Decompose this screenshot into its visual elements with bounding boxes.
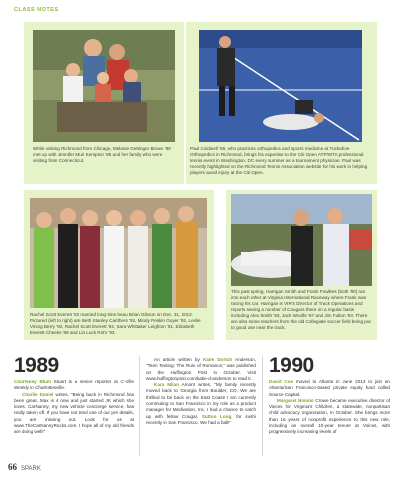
photo-caption-1: While visiting Richmond from Chicago, Melanie Gettinger Brown '89 met up with Jennifer Muir Kempton '89 and her family who were visiting from Connecticut.	[33, 146, 171, 163]
note-text: Crowe became executive director of Voices for Virginia's Children, a statewide, nonpartisan child advocacy organization, in October. She brings more than 16 years of nonprofit experience to this new role, including an overall 10-year tenure at Voices, with progressively increasing levels of	[269, 397, 391, 435]
note-text: , for sushi recently in San Francisco. We had a ball!"	[146, 413, 256, 425]
column-divider	[139, 356, 140, 456]
note-name: Kara Milan	[154, 382, 179, 388]
tennis-photo	[199, 30, 362, 142]
note-text: Stuart is a senior reporter at C-Ville Weekly in Charlottesville.	[14, 379, 135, 391]
note-text: Anderson, "Teen Texting: The Ruin of Romance," was published on the Huffington Post in October. Visit www.huffingtonpost.com/katie-d-anderson to read it.	[146, 357, 256, 381]
note-name: Sutton Long	[201, 413, 232, 419]
note-name: Charlie Daniel	[22, 391, 54, 397]
class-year-1990: 1990	[269, 354, 314, 377]
magazine-name: SPARK	[21, 466, 41, 472]
section-label: CLASS NOTES	[14, 7, 59, 13]
note-name: Margaret Nimmo	[277, 397, 314, 403]
page-footer	[8, 462, 41, 472]
photo-caption-2: Paul Coldwell '89, who practices orthopedics and sports medicine at Tuckahoe Orthopedics in Richmond, brings his expertise to the Citi Open ATP/WTA professional tennis event in Washington, DC every summer as a tournament physician. Paul was recently highlighted on the Richmond Tennis Association website for his work in helping players avoid injury at the Citi Open.	[190, 146, 368, 175]
notes-column-2	[146, 357, 256, 426]
notes-column-3	[269, 379, 390, 436]
photo-caption-3: Rachel Scott Everett '92 married long-time beau Brian Gibson on Dec. 31, 2012. Pictured (left to right) are Beth Stanley Carithers '92, Mindy Peskin Goyer '92, Leslie Vining Berry '92, Rachel Scott Everett '92, Sara Whittaker Leighton '91, Elizabeth Everett Cheeks '86 and Lin Luck Rohr '93.	[30, 312, 201, 335]
raceway-photo	[231, 194, 372, 286]
column-divider	[262, 356, 263, 456]
note-text: Amont writes, "My family recently moved back to Georgia from Boulder, CO. We are thrilled to be back on the East Coast! I am currently commuting to San Francisco in my role as a product manager for Medivation, Inc. I had a chance to catch up with fellow Cougar,	[146, 382, 257, 419]
note-name: Katie Dortch	[202, 357, 233, 362]
photo-panel-1	[24, 22, 184, 184]
class-year-1989: 1989	[14, 354, 59, 377]
wedding-group-photo	[30, 198, 207, 308]
note-name: Courteney Blum	[14, 379, 51, 384]
note-text: An article written by	[154, 357, 203, 362]
photo-caption-4: This past spring, Harrigan Smith and Frank Fowlkes (both '90) ran into each other at Virginia International Raceway where Frank was racing his car. Harrigan is VIR's Director of Track Operations and reports seeing a number of Cougars there on a regular basis including Alex Smith '93, Jack Woolfe '87 and Jim Fulton '93. There are also some teachers from the old Collegiate soccer field being put to good use near the track.	[231, 289, 371, 330]
family-group-photo	[33, 30, 175, 142]
note-name: David Coe	[269, 379, 294, 384]
page-number: 66	[8, 462, 17, 472]
note-text: writes, "Being back in Richmond has been great. Max is 4 now and just started JK which she loves. CarNanny, my new vehicle concierge service, has really taken off. If you have not tried one of our pre details, you are missing out. Look for us at www.TheCarNannyRocks.com. I hope all of my old friends are doing well!"	[14, 391, 134, 435]
notes-column-1	[14, 379, 134, 436]
photo-panel-3	[24, 190, 214, 340]
note-text: moved to Atlanta in June 2013 to join an Atlanta/San Francisco-based private equity fund called Source Capital.	[269, 379, 390, 397]
photo-panel-2	[186, 22, 377, 184]
photo-panel-4	[226, 190, 377, 340]
